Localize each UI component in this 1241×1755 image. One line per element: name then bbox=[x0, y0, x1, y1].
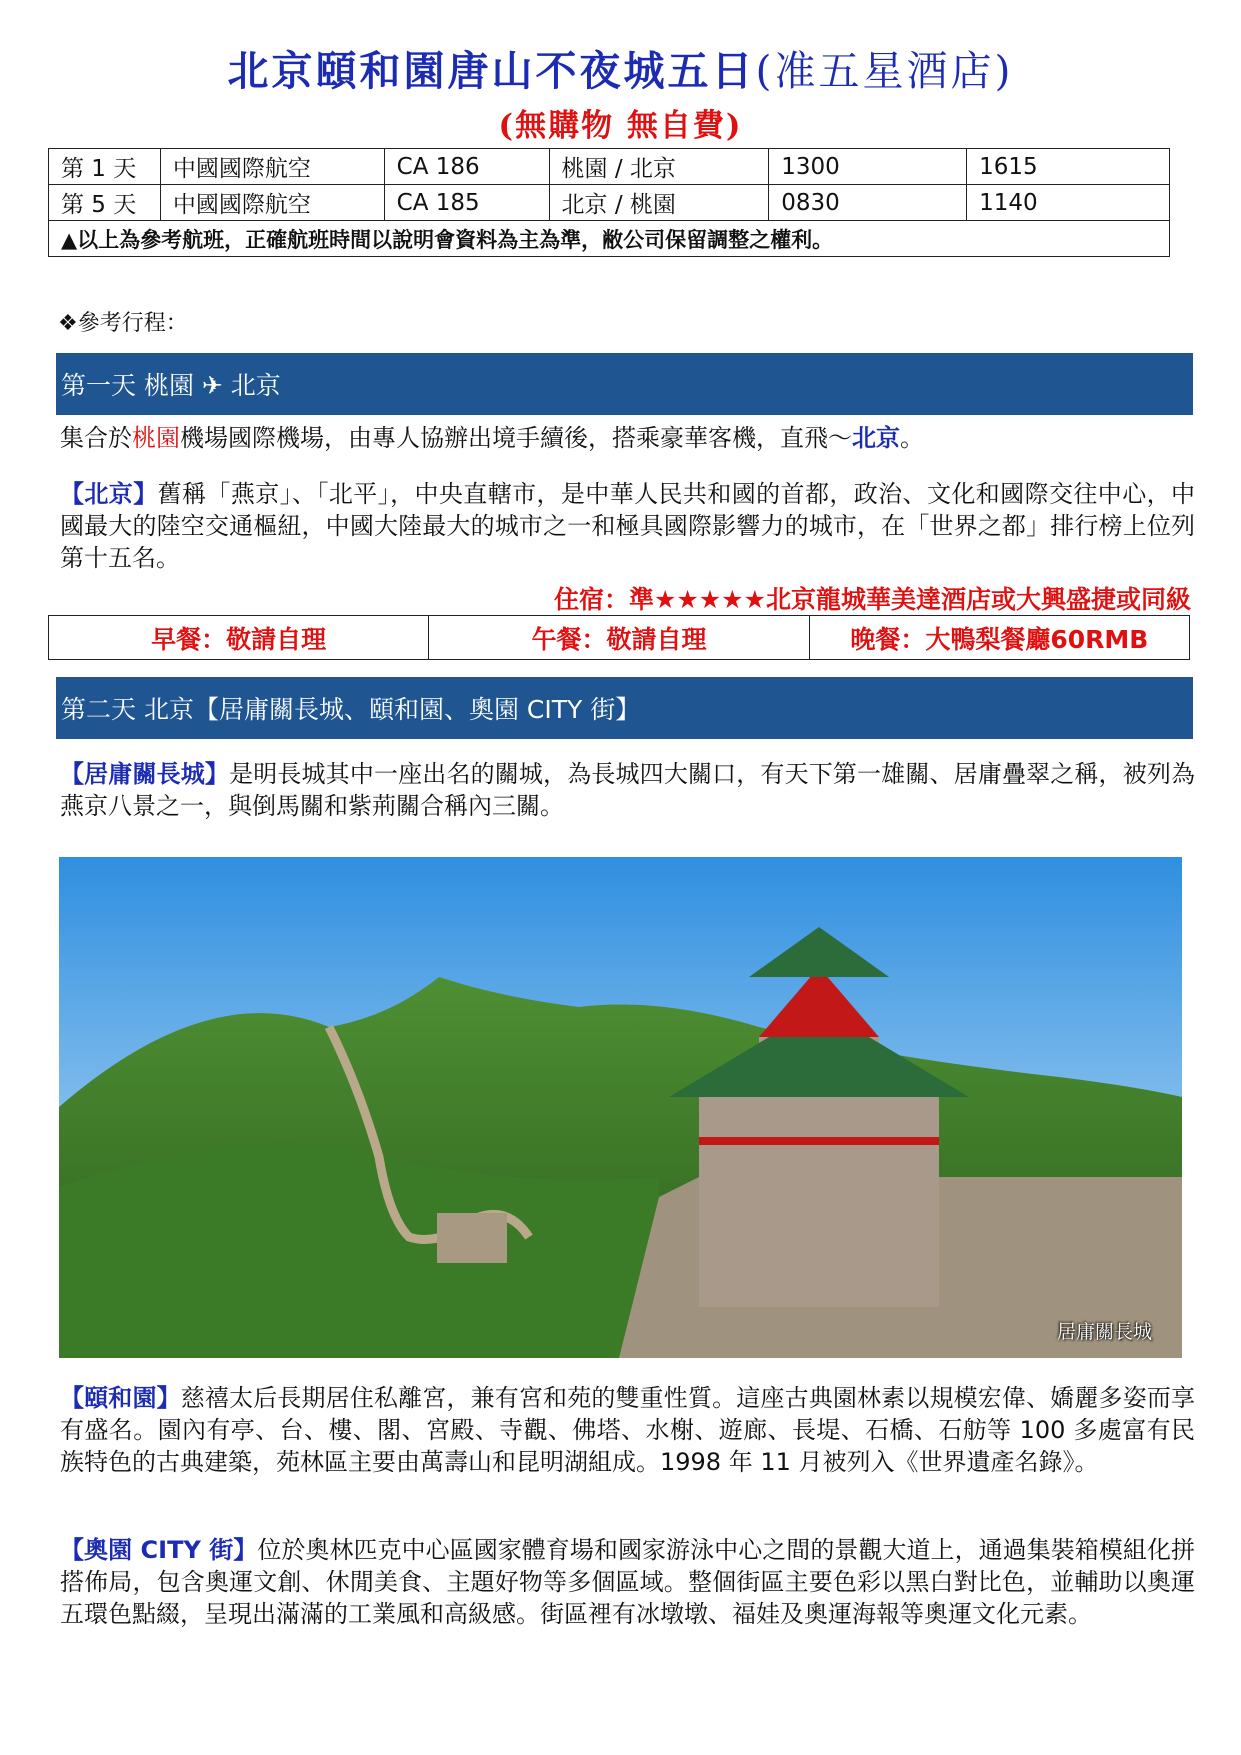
table-row bbox=[49, 616, 1190, 660]
day1-intro: 集合於桃園機場國際機場，由專人協辦出境手續後，搭乘豪華客機，直飛～北京。 bbox=[60, 424, 924, 452]
day1-header: 第一天 桃園 ✈ 北京 bbox=[56, 353, 1193, 415]
day2-header: 第二天 北京【居庸關長城、頤和園、奧園 CITY 街】 bbox=[56, 677, 1193, 739]
table-row bbox=[49, 185, 1170, 221]
juyongguan-description: 【居庸關長城】是明長城其中一座出名的關城，為長城四大關口，有天下第一雄關、居庸疊翠之稱，被列為燕京八景之一，與倒馬關和紫荊關合稱內三關。 bbox=[60, 760, 1196, 820]
dinner-cell: 晚餐：大鴨梨餐廳60RMB bbox=[809, 616, 1189, 660]
meals-table bbox=[48, 615, 1190, 660]
flight-number: CA 186 bbox=[384, 149, 549, 185]
flight-day: 第 1 天 bbox=[49, 149, 161, 185]
great-wall-illustration bbox=[59, 857, 1182, 1358]
beijing-description: 【北京】舊稱「燕京」、「北平」，中央直轄市，是中華人民共和國的首都，政治、文化和國際交往中心，中國最大的陸空交通樞紐，中國大陸最大的城市之一和極具國際影響力的城市，在「世界之都」排行榜上位列第十五名。 bbox=[60, 480, 1196, 572]
olympic-city-street-description: 【奧園 CITY 街】位於奧林匹克中心區國家體育場和國家游泳中心之間的景觀大道上，通過集裝箱模組化拼搭佈局，包含奧運文創、休閒美食、主題好物等多個區域。整個街區主要色彩以黑白對比色，並輔助以奧運五環色點綴，呈現出滿滿的工業風和高級感。街區裡有冰墩墩、福娃及奧運海報等奧運文化元素。 bbox=[60, 1536, 1195, 1628]
flight-arrive: 1615 bbox=[967, 149, 1170, 185]
lunch-cell: 午餐：敬請自理 bbox=[429, 616, 809, 660]
hotel-info: 住宿：準★★★★★北京龍城華美達酒店或大興盛捷或同級 bbox=[553, 585, 1191, 614]
flight-arrive: 1140 bbox=[967, 185, 1170, 221]
flight-depart: 1300 bbox=[769, 149, 967, 185]
page-title: 北京頤和園唐山不夜城五日(准五星酒店) bbox=[227, 47, 1014, 95]
photo-caption: 居庸關長城 bbox=[1056, 1321, 1152, 1343]
great-wall-photo bbox=[59, 857, 1182, 1358]
itinerary-label: ❖參考行程： bbox=[58, 311, 188, 336]
breakfast-cell: 早餐：敬請自理 bbox=[49, 616, 429, 660]
table-row bbox=[49, 149, 1170, 185]
flight-airline: 中國國際航空 bbox=[160, 185, 384, 221]
table-row bbox=[49, 221, 1170, 257]
flight-table bbox=[48, 148, 1170, 257]
summer-palace-description: 【頤和園】慈禧太后長期居住私離宮，兼有宮和苑的雙重性質。這座古典園林素以規模宏偉、嬌麗多姿而享有盛名。園內有亭、台、樓、閣、宮殿、寺觀、佛塔、水榭、遊廊、長堤、石橋、石舫等 100 多處富有民族特色的古典建築，苑林區主要由萬壽山和昆明湖組成。1998 年 11 月被列入《世界遺產名錄》。 bbox=[60, 1384, 1196, 1476]
flight-day: 第 5 天 bbox=[49, 185, 161, 221]
flight-note: ▲以上為參考航班，正確航班時間以說明會資料為主為準，敝公司保留調整之權利。 bbox=[49, 221, 1170, 257]
flight-number: CA 185 bbox=[384, 185, 549, 221]
flight-airline: 中國國際航空 bbox=[160, 149, 384, 185]
flight-route: 桃園 / 北京 bbox=[549, 149, 769, 185]
flight-route: 北京 / 桃園 bbox=[549, 185, 769, 221]
page-subtitle: (無購物 無自費) bbox=[498, 108, 743, 144]
flight-depart: 0830 bbox=[769, 185, 967, 221]
